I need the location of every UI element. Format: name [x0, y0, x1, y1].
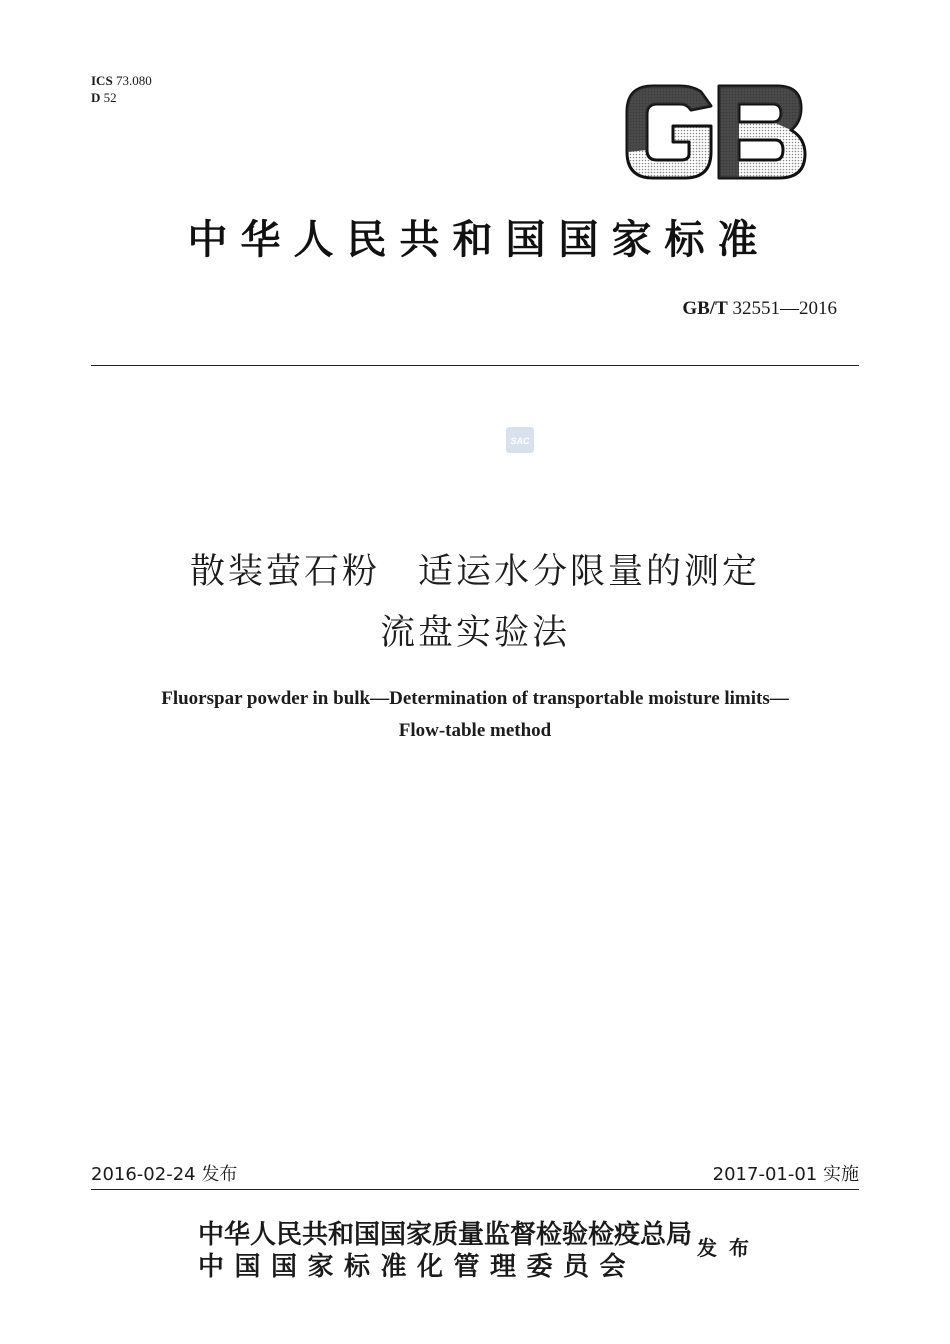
publisher-line-1: 中华人民共和国国家质量监督检验检疫总局 [198, 1220, 693, 1250]
bottom-divider [91, 1189, 859, 1190]
ics-line [91, 72, 152, 89]
ccs-code: 52 [103, 90, 117, 105]
top-divider [91, 365, 859, 366]
standard-number [682, 298, 837, 320]
chinese-title-line-1: 散装萤石粉 适运水分限量的测定 [189, 552, 760, 592]
sac-watermark-icon [505, 426, 535, 454]
issue-date: 2016-02-24 发布 [91, 1164, 238, 1185]
standard-type-title: 中华人民共和国国家标准 [187, 217, 771, 263]
sac-watermark-text: SAC [510, 436, 530, 446]
gb-logo-icon [623, 84, 809, 180]
classification-codes [91, 72, 152, 106]
publisher-line-2: 中国国家标准化管理委员会 [198, 1252, 637, 1282]
ics-code: 73.080 [115, 73, 152, 88]
implementation-date: 2017-01-01 实施 [712, 1164, 859, 1185]
chinese-title-line-2: 流盘实验法 [379, 613, 570, 653]
english-title-line-1: Fluorspar powder in bulk—Determination of transportable moisture limits— [161, 688, 789, 709]
ccs-line [91, 89, 152, 106]
ics-prefix: ICS [91, 73, 113, 88]
ccs-prefix: D [91, 90, 101, 105]
standard-number-code: 32551—2016 [732, 298, 837, 319]
publish-action: 发布 [697, 1236, 761, 1260]
english-title-line-2: Flow-table method [398, 720, 552, 741]
standard-number-prefix: GB/T [682, 298, 728, 319]
